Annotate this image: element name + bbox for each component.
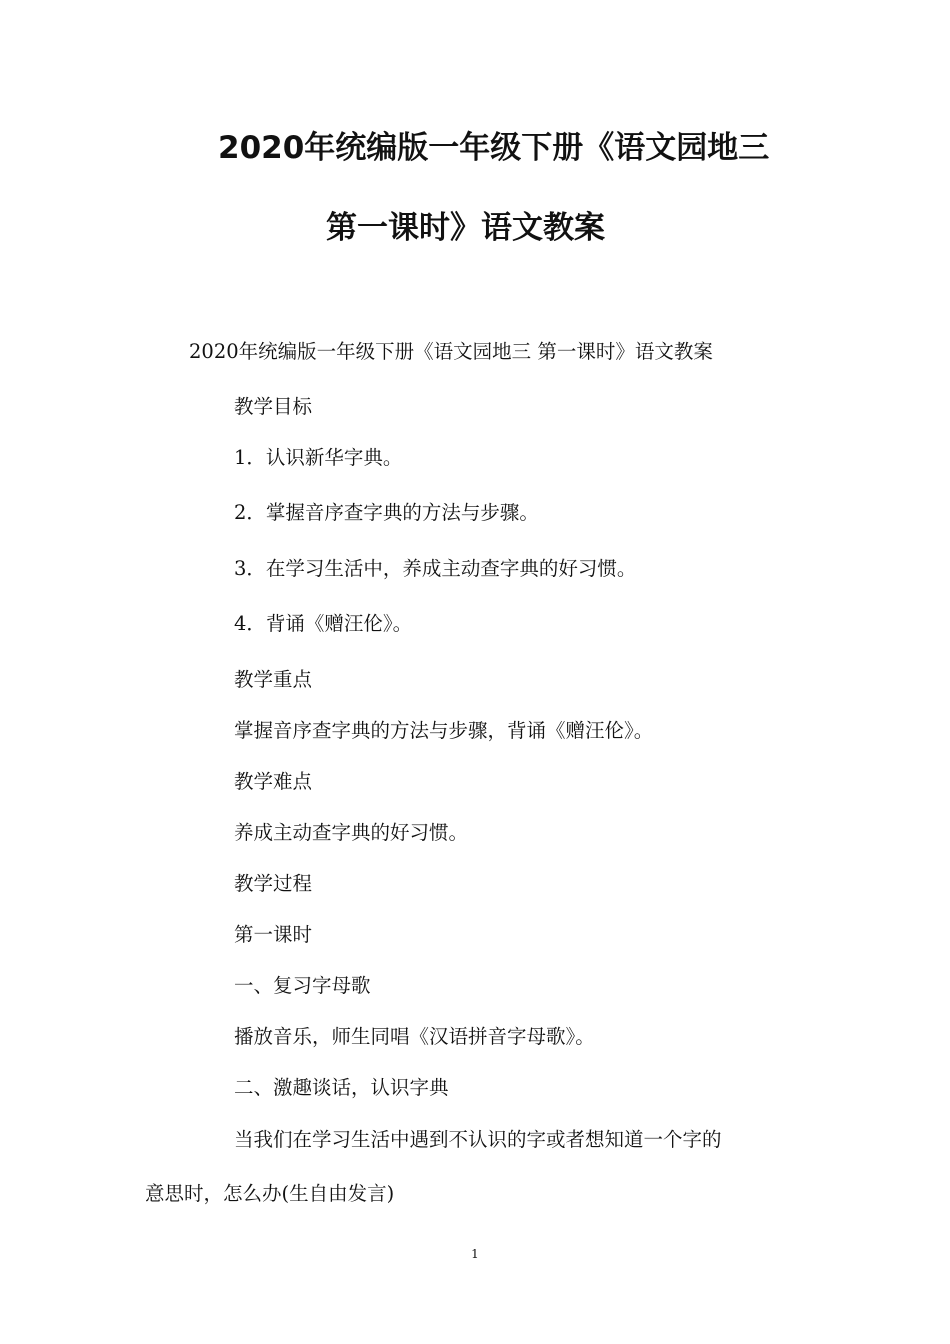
paragraph-line-1: 当我们在学习生活中遇到不认识的字或者想知道一个字的 <box>234 1128 722 1151</box>
document-title-line-2: 第一课时》语文教案 <box>326 210 605 246</box>
document-subtitle: 2020年统编版一年级下册《语文园地三 第一课时》语文教案 <box>189 340 713 363</box>
key-points-text: 掌握音序查字典的方法与步骤，背诵《赠汪伦》。 <box>234 719 654 742</box>
section-review-alphabet: 一、复习字母歌 <box>234 974 371 997</box>
heading-key-points: 教学重点 <box>234 668 313 691</box>
heading-process: 教学过程 <box>234 872 313 895</box>
heading-teaching-goals: 教学目标 <box>234 395 313 418</box>
document-title-line-1: 2020年统编版一年级下册《语文园地三 <box>218 130 770 166</box>
goal-item-3: 3．在学习生活中，养成主动查字典的好习惯。 <box>234 557 637 580</box>
difficulties-text: 养成主动查字典的好习惯。 <box>234 821 469 844</box>
goal-item-1: 1．认识新华字典。 <box>234 446 403 469</box>
paragraph-line-2: 意思时，怎么办(生自由发言) <box>145 1182 395 1205</box>
heading-difficulties: 教学难点 <box>234 770 313 793</box>
page-number: 1 <box>471 1247 479 1261</box>
goal-item-2: 2．掌握音序查字典的方法与步骤。 <box>234 501 539 524</box>
review-alphabet-text: 播放音乐，师生同唱《汉语拼音字母歌》。 <box>234 1025 595 1048</box>
lesson-label: 第一课时 <box>234 923 313 946</box>
goal-item-4: 4．背诵《赠汪伦》。 <box>234 612 413 635</box>
section-intro-dictionary: 二、激趣谈话，认识字典 <box>234 1076 449 1099</box>
